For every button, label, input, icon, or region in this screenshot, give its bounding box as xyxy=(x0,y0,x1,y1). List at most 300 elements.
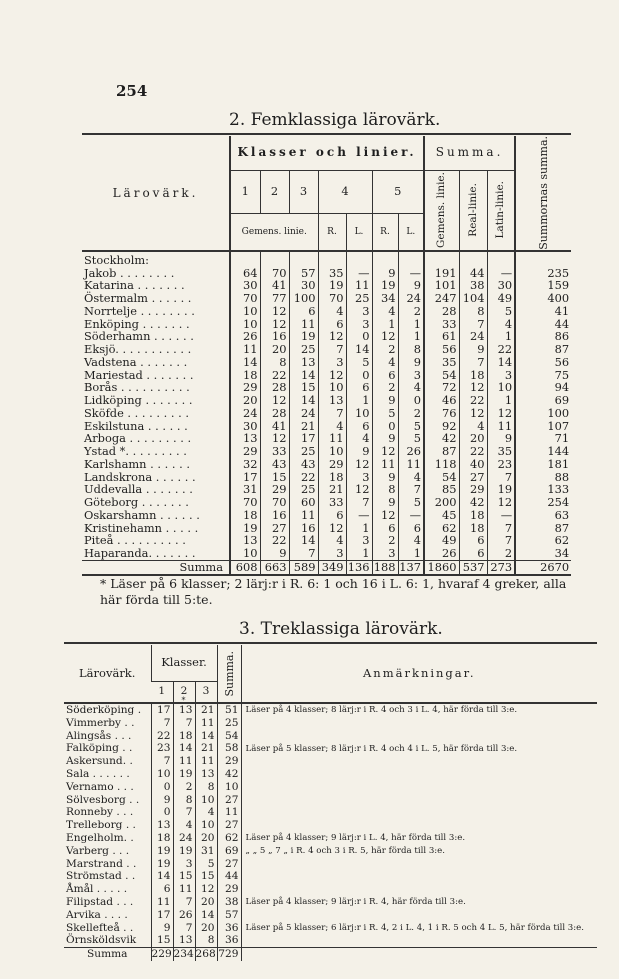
table-cell: 6 xyxy=(398,522,424,535)
table-cell: 7 xyxy=(346,496,372,509)
school-name: Örnsköldsvik xyxy=(66,934,137,947)
table-cell: 44 xyxy=(217,870,241,883)
school-name: Eksjö. . . . . . . . . . . xyxy=(84,342,192,357)
table-cell: 14 xyxy=(289,369,318,382)
table-cell: 9 xyxy=(372,496,398,509)
table-cell: 19 xyxy=(318,279,346,292)
table-row xyxy=(64,922,597,935)
school-name: Vernamo . . . xyxy=(66,780,134,793)
table-cell: 76 xyxy=(424,407,459,420)
class-1-3: 1 xyxy=(151,681,173,703)
table-cell: 14 xyxy=(230,356,260,369)
table-cell: 60 xyxy=(289,496,318,509)
table-cell: 25 xyxy=(346,292,372,305)
table-cell: 29 xyxy=(230,381,260,394)
school-name: Lidköping . . . . . . . xyxy=(84,393,193,408)
table-cell: 247 xyxy=(424,292,459,305)
table-cell: 87 xyxy=(515,343,571,356)
table-cell: 64 xyxy=(230,267,260,280)
table-cell: 57 xyxy=(217,909,241,922)
table-cell: 7 xyxy=(289,547,318,560)
table-cell: 56 xyxy=(424,343,459,356)
table-cell: 15 xyxy=(195,870,217,883)
table-cell: 4 xyxy=(398,471,424,484)
school-name: Marstrand . . xyxy=(66,857,137,870)
note-cell xyxy=(241,870,597,883)
table-cell: 200 xyxy=(424,496,459,509)
school-name: Norrtelje . . . . . . . . xyxy=(84,303,195,318)
table-row xyxy=(64,730,597,743)
school-name: Enköping . . . . . . . xyxy=(84,316,190,331)
table-cell: 4 xyxy=(318,420,346,433)
table-cell: 11 xyxy=(217,806,241,819)
table-cell: 0 xyxy=(151,806,173,819)
table-cell: 0 xyxy=(346,330,372,343)
table-cell: 70 xyxy=(318,292,346,305)
table-cell: 45 xyxy=(424,509,459,522)
table-cell: 28 xyxy=(260,407,289,420)
table-femklassiga xyxy=(82,136,571,576)
table-cell: 62 xyxy=(217,832,241,845)
table-cell: 6 xyxy=(289,305,318,318)
table-cell: 63 xyxy=(515,509,571,522)
table-cell: 69 xyxy=(515,394,571,407)
table-cell: 13 xyxy=(195,768,217,781)
table-cell: 11 xyxy=(487,420,515,433)
table-cell: 9 xyxy=(151,794,173,807)
table-cell: 11 xyxy=(318,432,346,445)
school-name: Vadstena . . . . . . . xyxy=(84,354,188,369)
table-cell: 12 xyxy=(346,458,372,471)
table-cell: 87 xyxy=(424,445,459,458)
table-cell: 19 xyxy=(487,483,515,496)
col-header-larovark: Lärovärk. xyxy=(82,136,230,251)
table-cell xyxy=(318,251,346,267)
table-cell: 92 xyxy=(424,420,459,433)
table-cell: 7 xyxy=(318,407,346,420)
table-cell: 20 xyxy=(260,343,289,356)
table-cell: 10 xyxy=(487,381,515,394)
table-cell: 29 xyxy=(260,483,289,496)
table-cell: — xyxy=(487,509,515,522)
table-cell: 24 xyxy=(289,407,318,420)
table-cell: 70 xyxy=(260,496,289,509)
table-cell: 88 xyxy=(515,471,571,484)
table-cell: 70 xyxy=(230,292,260,305)
table-cell: 7 xyxy=(487,522,515,535)
table-cell: 17 xyxy=(151,703,173,717)
table-cell: 10 xyxy=(151,768,173,781)
table-row xyxy=(64,832,597,845)
school-name: Östermalm . . . . . . xyxy=(84,291,192,306)
col-r4: R. xyxy=(318,214,346,251)
table-cell: 10 xyxy=(195,819,217,832)
table-cell: 8 xyxy=(459,305,487,318)
table-cell: 3 xyxy=(346,471,372,484)
table-cell: 12 xyxy=(372,330,398,343)
total-row xyxy=(82,560,571,574)
table-cell: 21 xyxy=(289,420,318,433)
total-cell: 589 xyxy=(289,560,318,574)
school-name: Sköfde . . . . . . . . . xyxy=(84,405,189,420)
table-cell: 7 xyxy=(151,755,173,768)
table-cell: 11 xyxy=(398,458,424,471)
table-cell: 20 xyxy=(195,832,217,845)
table-cell: 38 xyxy=(459,279,487,292)
school-name: Uddevalla . . . . . . . xyxy=(84,482,193,497)
table-cell: 6 xyxy=(346,381,372,394)
table-cell: 4 xyxy=(487,318,515,331)
note-cell xyxy=(241,794,597,807)
table-cell: 100 xyxy=(289,292,318,305)
table-cell: 77 xyxy=(260,292,289,305)
table-cell: 6 xyxy=(318,509,346,522)
table-cell: 13 xyxy=(151,819,173,832)
table-cell: 12 xyxy=(459,381,487,394)
table-cell xyxy=(424,251,459,267)
table-row xyxy=(64,883,597,896)
col-header-summa: Summa. xyxy=(424,136,515,170)
table-cell: 11 xyxy=(173,755,195,768)
table-cell: 62 xyxy=(515,534,571,547)
table-cell: 11 xyxy=(195,755,217,768)
table-cell: 42 xyxy=(459,496,487,509)
page-number: 254 xyxy=(116,82,148,100)
table-cell: 61 xyxy=(424,330,459,343)
table-cell: 4 xyxy=(372,305,398,318)
table-cell: 54 xyxy=(424,471,459,484)
table-row xyxy=(82,445,571,458)
table-cell: 29 xyxy=(230,445,260,458)
table-cell: 41 xyxy=(260,420,289,433)
table-cell: 3 xyxy=(346,318,372,331)
table-cell: 7 xyxy=(487,534,515,547)
table-cell: 18 xyxy=(318,471,346,484)
table-cell: 13 xyxy=(230,432,260,445)
col-header-klasser-3: Klasser. xyxy=(151,645,217,681)
rule-top xyxy=(82,133,571,135)
total-cell: 663 xyxy=(260,560,289,574)
footnote: * Läser på 6 klasser; 2 lärj:r i R. 6: 1 och 16 i L. 6: 1, hvaraf 4 greker, alla här förda till 5:te. xyxy=(100,576,567,607)
table-cell: 5 xyxy=(346,356,372,369)
table-cell: 181 xyxy=(515,458,571,471)
table-row xyxy=(64,703,597,717)
table-cell: 17 xyxy=(151,909,173,922)
table-cell: 54 xyxy=(217,730,241,743)
col-header-anm: Anmärkningar. xyxy=(241,645,597,703)
table-cell: 5 xyxy=(398,496,424,509)
table-cell: 54 xyxy=(424,369,459,382)
col-l5: L. xyxy=(398,214,424,251)
table-cell: 235 xyxy=(515,267,571,280)
table-cell: 2 xyxy=(398,407,424,420)
table-cell: 19 xyxy=(151,858,173,871)
table-cell: 12 xyxy=(260,394,289,407)
school-name: Katarina . . . . . . . xyxy=(84,278,185,293)
table-cell xyxy=(260,251,289,267)
table-cell: 71 xyxy=(515,432,571,445)
table-cell: 13 xyxy=(318,394,346,407)
table-cell: 33 xyxy=(424,318,459,331)
table-cell: 30 xyxy=(487,279,515,292)
table-cell: 28 xyxy=(424,305,459,318)
table-cell: 5 xyxy=(487,305,515,318)
table-cell: 2 xyxy=(173,781,195,794)
table-cell: 18 xyxy=(173,730,195,743)
table-cell: 6 xyxy=(459,547,487,560)
group-label: Stockholm: xyxy=(84,252,149,267)
table-cell: — xyxy=(398,267,424,280)
table-row xyxy=(82,305,571,318)
table-cell: 19 xyxy=(151,845,173,858)
table-cell: 4 xyxy=(346,432,372,445)
total-cell: 188 xyxy=(372,560,398,574)
table-cell: 18 xyxy=(151,832,173,845)
table-cell: 27 xyxy=(459,471,487,484)
note-cell xyxy=(241,819,597,832)
table-cell: 44 xyxy=(459,267,487,280)
table-cell: 5 xyxy=(398,432,424,445)
table-cell: 10 xyxy=(230,547,260,560)
table-cell: 3 xyxy=(318,547,346,560)
table-cell xyxy=(173,696,195,717)
table-cell: 25 xyxy=(217,717,241,730)
table-cell: 22 xyxy=(487,343,515,356)
table-cell: 30 xyxy=(289,279,318,292)
table-cell: 49 xyxy=(424,534,459,547)
table-cell: 15 xyxy=(289,381,318,394)
school-name: Kristinehamn . . . . . xyxy=(84,520,199,535)
table-cell: 75 xyxy=(515,369,571,382)
table-cell: 4 xyxy=(398,534,424,547)
table-cell: 254 xyxy=(515,496,571,509)
school-name: Göteborg . . . . . . . xyxy=(84,495,189,510)
table-cell: 4 xyxy=(398,381,424,394)
table-row xyxy=(82,496,571,509)
table-cell: 21 xyxy=(318,483,346,496)
note-cell: Läser på 5 klasser; 6 lärj:r i R. 4, 2 i L. 4, 1 i R. 5 och 4 L. 5, här förda till 3:e. xyxy=(241,922,597,935)
total-cell: 537 xyxy=(459,560,487,574)
table-cell: 4 xyxy=(372,356,398,369)
table-cell: 16 xyxy=(260,509,289,522)
table-cell: 27 xyxy=(217,819,241,832)
table-cell xyxy=(398,251,424,267)
table-cell xyxy=(459,251,487,267)
school-name: Landskrona . . . . . . xyxy=(84,469,196,484)
table-cell: 7 xyxy=(151,717,173,730)
table-cell: 17 xyxy=(289,432,318,445)
school-name: Sölvesborg . . xyxy=(66,793,140,806)
table-cell: 41 xyxy=(515,305,571,318)
total-cell: 136 xyxy=(346,560,372,574)
school-name: Trelleborg . . xyxy=(66,819,136,832)
table-row xyxy=(64,717,597,730)
table-cell: 26 xyxy=(424,547,459,560)
table-cell: 10 xyxy=(318,381,346,394)
table-cell: 15 xyxy=(260,471,289,484)
table-cell: 9 xyxy=(372,267,398,280)
table-cell: 0 xyxy=(151,781,173,794)
table-cell: 19 xyxy=(173,845,195,858)
table-cell: 20 xyxy=(459,432,487,445)
school-name: Varberg . . . xyxy=(66,844,130,857)
table-cell: 14 xyxy=(195,730,217,743)
table-cell: 9 xyxy=(260,547,289,560)
school-name: Eskilstuna . . . . . . xyxy=(84,418,188,433)
table-cell: 0 xyxy=(398,394,424,407)
table-cell: 26 xyxy=(173,909,195,922)
table-cell: 6 xyxy=(318,318,346,331)
note-cell xyxy=(241,883,597,896)
table-cell: 12 xyxy=(372,509,398,522)
table-cell: 0 xyxy=(372,420,398,433)
table-cell: 36 xyxy=(217,922,241,935)
table-cell: 29 xyxy=(217,883,241,896)
table-cell: 18 xyxy=(230,369,260,382)
table-cell: 43 xyxy=(289,458,318,471)
table-cell: 24 xyxy=(459,330,487,343)
table-cell: 3 xyxy=(173,858,195,871)
table-cell: 69 xyxy=(217,845,241,858)
total-cell-3: 268 xyxy=(195,948,216,961)
table-cell: 14 xyxy=(151,870,173,883)
table-cell xyxy=(346,251,372,267)
school-name: Oskarshamn . . . . . . xyxy=(84,507,200,522)
table-row xyxy=(82,343,571,356)
table-cell: 28 xyxy=(260,381,289,394)
table-cell: 12 xyxy=(372,445,398,458)
table-cell: 16 xyxy=(289,522,318,535)
table-cell xyxy=(515,251,571,267)
table-cell: 18 xyxy=(459,522,487,535)
note-cell: Läser på 4 klasser; 9 lärj:r i L. 4, här förda till 3:e. xyxy=(241,832,597,845)
total-cell: 2670 xyxy=(515,560,571,574)
table-cell: 36 xyxy=(217,934,241,947)
table-cell: 7 xyxy=(173,806,195,819)
table-cell: 6 xyxy=(372,369,398,382)
note-cell xyxy=(241,730,597,743)
table-cell: 14 xyxy=(195,909,217,922)
table-cell: 12 xyxy=(487,407,515,420)
table-cell: 14 xyxy=(289,534,318,547)
table-row xyxy=(64,781,597,794)
table-cell: 42 xyxy=(217,768,241,781)
table-cell: 7 xyxy=(173,922,195,935)
class-2: 2 xyxy=(260,170,289,214)
table-cell: 12 xyxy=(318,330,346,343)
table-cell: — xyxy=(346,267,372,280)
table-cell: 4 xyxy=(318,534,346,547)
table-row xyxy=(64,845,597,858)
table-cell: 7 xyxy=(487,471,515,484)
table-cell: 33 xyxy=(260,445,289,458)
table-cell: 18 xyxy=(230,509,260,522)
table-cell: — xyxy=(398,509,424,522)
table-cell: 8 xyxy=(398,343,424,356)
school-name: Söderköping . xyxy=(66,704,142,716)
table-row xyxy=(64,742,597,755)
table-cell: 1 xyxy=(346,522,372,535)
table-cell: 4 xyxy=(318,305,346,318)
table-cell: 22 xyxy=(459,445,487,458)
table-cell: 22 xyxy=(260,369,289,382)
table-cell: 86 xyxy=(515,330,571,343)
table-cell: 2 xyxy=(372,343,398,356)
note-cell xyxy=(241,858,597,871)
table-cell: — xyxy=(487,267,515,280)
table-cell: 29 xyxy=(217,755,241,768)
table-cell xyxy=(289,251,318,267)
table-cell: 12 xyxy=(318,369,346,382)
table-cell: 4 xyxy=(459,420,487,433)
table-cell: 1 xyxy=(372,318,398,331)
table-row xyxy=(64,819,597,832)
table-cell: 19 xyxy=(173,768,195,781)
table-cell: 21 xyxy=(195,703,217,717)
table-cell: 18 xyxy=(459,369,487,382)
table-cell: 34 xyxy=(515,547,571,560)
table-cell: 0 xyxy=(346,369,372,382)
col-header-summornas: Summornas summa. xyxy=(515,136,571,251)
table-cell: 8 xyxy=(173,794,195,807)
table-cell: 27 xyxy=(217,858,241,871)
class-2-3: 2 xyxy=(173,681,195,703)
note-cell xyxy=(241,934,597,947)
total-cell: 273 xyxy=(487,560,515,574)
table-cell: 11 xyxy=(346,279,372,292)
table-row xyxy=(64,896,597,909)
note-cell xyxy=(241,948,597,961)
section-2-title: 2. Femklassiga lärovärk. xyxy=(229,110,441,130)
table-cell: 3 xyxy=(346,534,372,547)
table-row xyxy=(64,934,597,947)
table-cell: 12 xyxy=(318,522,346,535)
table-cell: 107 xyxy=(515,420,571,433)
table-cell: 24 xyxy=(398,292,424,305)
table-cell: 7 xyxy=(173,717,195,730)
table-cell xyxy=(372,251,398,267)
table-cell: 2 xyxy=(487,547,515,560)
table-cell: 9 xyxy=(398,279,424,292)
school-name: Strömstad . . xyxy=(66,870,136,883)
table-cell: 191 xyxy=(424,267,459,280)
school-name: Askersund. . xyxy=(66,755,133,768)
table-cell: 13 xyxy=(173,934,195,947)
table-cell: 24 xyxy=(173,832,195,845)
table-cell: 8 xyxy=(195,781,217,794)
note-cell: Läser på 5 klasser; 8 lärj:r i R. 4 och 4 i L. 5, här förda till 3:e. xyxy=(241,742,597,755)
table-cell: 15 xyxy=(173,870,195,883)
table-cell: 4 xyxy=(195,806,217,819)
table-cell: 10 xyxy=(217,781,241,794)
table-cell: 15 xyxy=(151,934,173,947)
table-cell: 2 xyxy=(372,534,398,547)
note-cell xyxy=(241,806,597,819)
table-cell: 10 xyxy=(230,318,260,331)
table-cell: 3 xyxy=(487,369,515,382)
table-cell: 1 xyxy=(398,330,424,343)
table-cell: 33 xyxy=(318,496,346,509)
table-cell: 20 xyxy=(230,394,260,407)
table-row xyxy=(64,755,597,768)
table-cell: 30 xyxy=(230,420,260,433)
table-cell: 1 xyxy=(398,318,424,331)
table-cell: 22 xyxy=(260,534,289,547)
table-cell: 9 xyxy=(151,922,173,935)
table-cell: 35 xyxy=(487,445,515,458)
class-5: 5 xyxy=(372,170,424,214)
table-cell: 57 xyxy=(289,267,318,280)
